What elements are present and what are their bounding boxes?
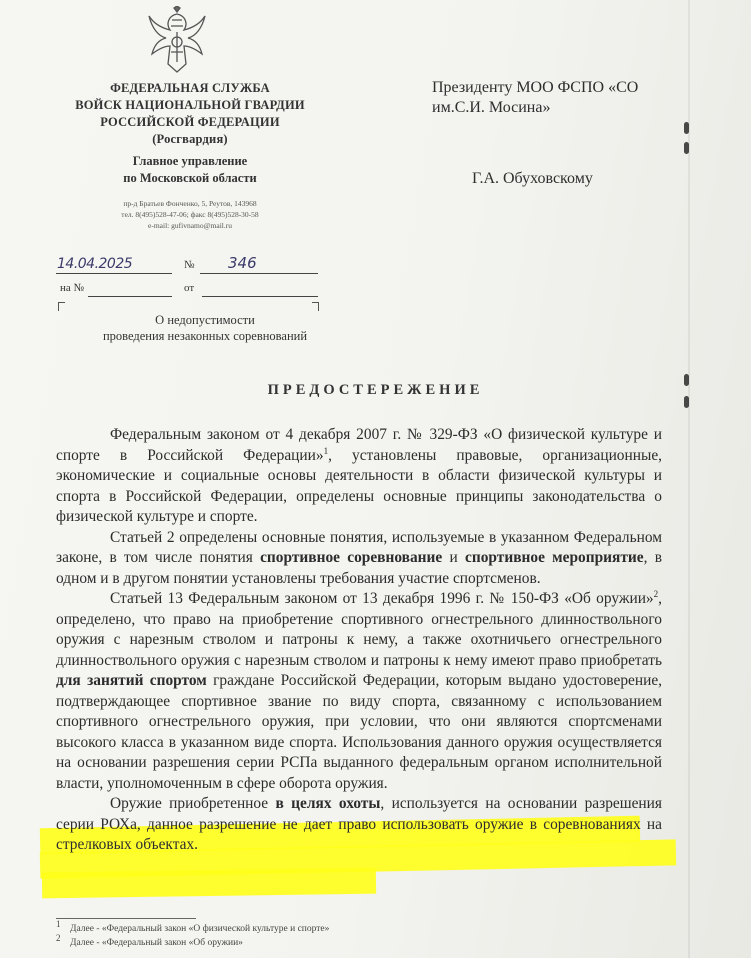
- number-underline: [200, 273, 318, 274]
- handwritten-number: 346: [228, 254, 257, 272]
- recipient-line: им.С.И. Мосина»: [432, 99, 551, 116]
- recipient-name: Г.А. Обуховскому: [472, 170, 593, 187]
- body-text: [56, 425, 662, 856]
- number-label: №: [184, 259, 195, 271]
- paragraph-2: Статьей 2 определены основные понятия, используемые в указанном Федеральном законе, в том числе понятия спортивное соревнование и спортивное мероприятие, в одном и в другом понятии установлены требования участие спортсменов.: [56, 528, 663, 587]
- paragraph-1: Федеральным законом от 4 декабря 2007 г. № 329-ФЗ «О физической культуре и спорте в Российской Федерации»$^1$, установлены правовые, организационные, экономические и социальные основы деятельности в области физической культуры и спорта в Российской Федерации, определены основные принципы законодательства о физической культуре и спорте.: [56, 426, 662, 525]
- subject-line: О недопустимости: [155, 313, 255, 327]
- handwritten-date: 14.04.2025: [57, 256, 133, 272]
- highlight-mark: [42, 868, 376, 899]
- subject-bracket-left: [58, 302, 65, 311]
- punch-hole: [684, 142, 689, 154]
- ot-underline: [202, 296, 318, 297]
- rosgvardia-emblem-icon: [146, 6, 208, 76]
- recipient-block: [432, 78, 638, 118]
- dept-line: по Московской области: [123, 171, 257, 185]
- org-line: РОССИЙСКОЙ ФЕДЕРАЦИИ: [100, 115, 280, 129]
- subject-bracket-right: [312, 302, 319, 311]
- org-line: (Росгвардия): [152, 132, 228, 146]
- na-number-label: на №: [60, 282, 85, 294]
- address-line: тел. 8(495)528-47-06; факс 8(495)528-30-58: [121, 210, 259, 219]
- subject-block: [60, 312, 350, 344]
- document-title: ПРЕДОСТЕРЕЖЕНИЕ: [267, 382, 484, 398]
- ot-label: от: [184, 282, 195, 294]
- email-line: e-mail: gufivnamo@mail.ru: [148, 221, 232, 230]
- date-underline: [56, 273, 172, 274]
- address-line: пр-д Братьев Фонченко, 5, Реутов, 143968: [123, 199, 257, 208]
- org-line: ВОЙСК НАЦИОНАЛЬНОЙ ГВАРДИИ: [75, 98, 305, 112]
- org-line: ФЕДЕРАЛЬНАЯ СЛУЖБА: [110, 81, 270, 95]
- address-block: [40, 198, 340, 231]
- na-number-underline: [88, 296, 172, 297]
- paragraph-3: Статьей 13 Федеральным законом от 13 декабря 1996 г. № 150-ФЗ «Об оружии»$^2$, определено, что право на приобретение спортивного огнестрельного длинноствольного оружия с нарезным стволом и патроны к нему, а также охотничьего огнестрельного длинноствольного оружия с нарезным стволом и патроны к нему имеют право приобретать для занятий спортом граждане Российской Федерации, которым выдано удостоверение, подтверждающее спортивное звание по виду спорта, связанному с использованием спортивного огнестрельного оружия, при условии, что они являются спортсменами высокого класса в указанном виде спорта. Использования данного оружия осуществляется на основании разрешения серии РСПа выданного федеральным органом исполнительной власти, уполномоченным в сфере оборота оружия.: [56, 588, 662, 792]
- subject-line: проведения незаконных соревнований: [102, 329, 308, 343]
- paragraph-4-highlighted: Оружие приобретенное в целях охоты, используется на основании разрешения серии РОХа, данное разрешение не дает право использовать оружие в соревнованиях на стрелковых объектах.: [56, 795, 662, 853]
- footnote-divider: [56, 918, 196, 919]
- footnote-1: $^1$ Далее - «Федеральный закон «О физической культуре и спорте»: [56, 919, 330, 935]
- dept-line: Главное управление: [132, 154, 248, 168]
- org-name-block: [40, 80, 340, 148]
- recipient-line: Президенту МОО ФСПО «СО: [432, 79, 639, 96]
- punch-hole: [684, 122, 689, 134]
- dept-block: [40, 153, 340, 187]
- footnote-2: $^2$ Далее - «Федеральный закон «Об оружии»: [56, 933, 243, 949]
